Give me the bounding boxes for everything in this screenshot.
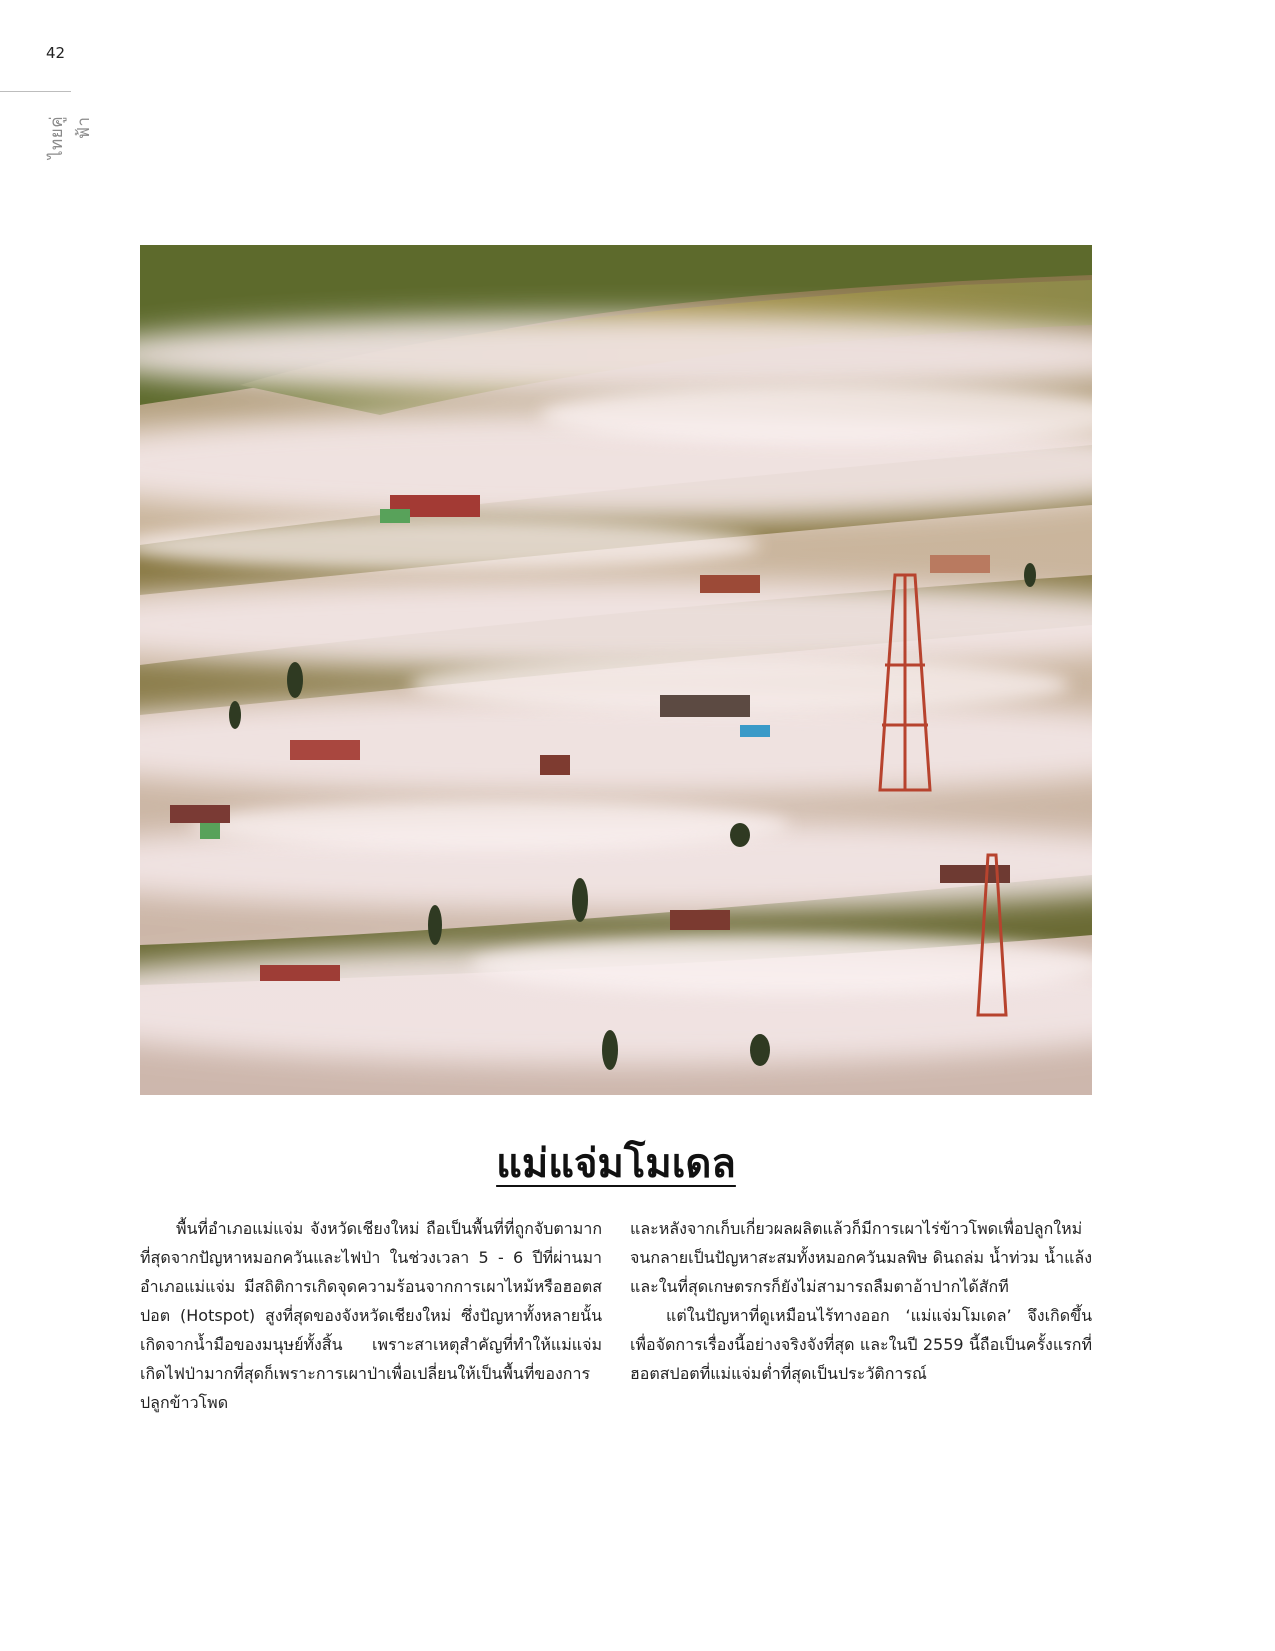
paragraph-right-1: และหลังจากเก็บเกี่ยวผลผลิตแล้วก็มีการเผาไร่ข้าวโพดเพื่อปลูกใหม่ จนกลายเป็นปัญหาสะสมทั้งหมอกควันมลพิษ ดินถล่ม น้ำท่วม น้ำแล้ง และในที่สุดเกษตรกรก็ยังไม่สามารถลืมตาอ้าปากได้สักที — [630, 1219, 1093, 1296]
article-title-text: แม่แจ่มโมเดล — [496, 1141, 736, 1187]
paragraph-right-2: แต่ในปัญหาที่ดูเหมือนไร้ทางออก ‘แม่แจ่มโมเดล’ จึงเกิดขึ้นเพื่อจัดการเรื่องนี้อย่างจริงจังที่สุด และในปี 2559 นี้ถือเป็นครั้งแรกที่ฮอตสปอตที่แม่แจ่มต่ำที่สุดเป็นประวัติการณ์ — [630, 1306, 1092, 1383]
article-title — [0, 1137, 1232, 1191]
page-number: 42 — [46, 44, 66, 62]
header-rule — [0, 91, 71, 92]
photo-illustration — [140, 245, 1092, 1095]
article-column-right — [630, 1214, 1092, 1388]
misty-village-photo — [140, 245, 1092, 1095]
section-label: ไทยคู่ฟ้า — [47, 116, 94, 160]
article-column-left — [140, 1214, 602, 1417]
paragraph-left: พื้นที่อำเภอแม่แจ่ม จังหวัดเชียงใหม่ ถือเป็นพื้นที่ที่ถูกจับตามากที่สุดจากปัญหาหมอกควันและไฟป่า ในช่วงเวลา 5 - 6 ปีที่ผ่านมา อำเภอแม่แจ่ม มีสถิติการเกิดจุดความร้อนจากการเผาไหม้หรือฮอตสปอต (Hotspot) สูงที่สุดของจังหวัดเชียงใหม่ ซึ่งปัญหาทั้งหลายนั้นเกิดจากน้ำมือของมนุษย์ทั้งสิ้น เพราะสาเหตุสำคัญที่ทำให้แม่แจ่มเกิดไฟป่ามากที่สุดก็เพราะการเผาป่าเพื่อเปลี่ยนให้เป็นพื้นที่ของการปลูกข้าวโพด — [140, 1219, 602, 1412]
